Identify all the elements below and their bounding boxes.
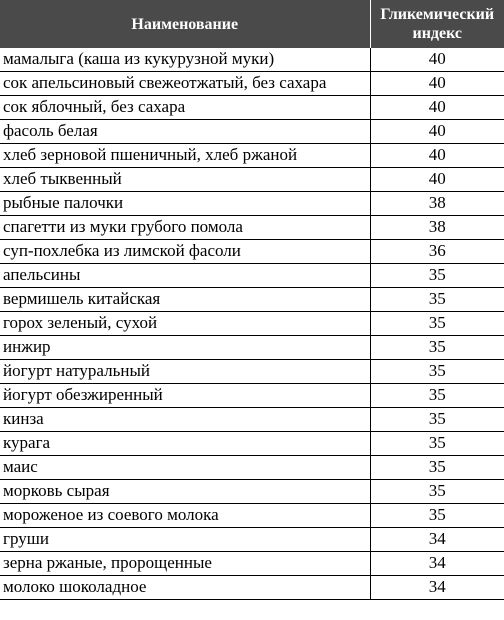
table-row	[0, 192, 504, 216]
table-row	[0, 384, 504, 408]
table-row	[0, 480, 504, 504]
product-name-cell: кинза	[0, 408, 370, 432]
glycemic-index-cell: 40	[370, 144, 504, 168]
table-row	[0, 336, 504, 360]
product-name-cell: сок яблочный, без сахара	[0, 96, 370, 120]
product-name-cell: хлеб зерновой пшеничный, хлеб ржаной	[0, 144, 370, 168]
glycemic-index-cell: 35	[370, 504, 504, 528]
product-name-cell: вермишель китайская	[0, 288, 370, 312]
product-name-cell: рыбные палочки	[0, 192, 370, 216]
glycemic-index-cell: 40	[370, 120, 504, 144]
table-row	[0, 120, 504, 144]
table-body	[0, 48, 504, 600]
product-name-cell: морковь сырая	[0, 480, 370, 504]
product-name-cell: мамалыга (каша из кукурузной муки)	[0, 48, 370, 72]
product-name-cell: мороженое из соевого молока	[0, 504, 370, 528]
glycemic-index-cell: 35	[370, 408, 504, 432]
product-name-cell: спагетти из муки грубого помола	[0, 216, 370, 240]
table-row	[0, 264, 504, 288]
glycemic-index-cell: 35	[370, 336, 504, 360]
product-name-cell: суп-похлебка из лимской фасоли	[0, 240, 370, 264]
glycemic-index-cell: 34	[370, 576, 504, 600]
table-row	[0, 360, 504, 384]
glycemic-index-cell: 34	[370, 528, 504, 552]
product-name-cell: фасоль белая	[0, 120, 370, 144]
product-name-cell: сок апельсиновый свежеотжатый, без сахара	[0, 72, 370, 96]
glycemic-index-cell: 35	[370, 432, 504, 456]
product-name-cell: хлеб тыквенный	[0, 168, 370, 192]
table-row	[0, 48, 504, 72]
table-row	[0, 288, 504, 312]
table-row	[0, 408, 504, 432]
glycemic-index-cell: 38	[370, 192, 504, 216]
table-row	[0, 96, 504, 120]
table-row	[0, 552, 504, 576]
glycemic-index-cell: 35	[370, 312, 504, 336]
product-name-cell: курага	[0, 432, 370, 456]
table-row	[0, 144, 504, 168]
product-name-cell: йогурт натуральный	[0, 360, 370, 384]
glycemic-index-cell: 35	[370, 360, 504, 384]
table-row	[0, 312, 504, 336]
product-name-cell: апельсины	[0, 264, 370, 288]
glycemic-index-cell: 40	[370, 72, 504, 96]
glycemic-index-cell: 35	[370, 288, 504, 312]
table-row	[0, 456, 504, 480]
product-name-cell: молоко шоколадное	[0, 576, 370, 600]
product-name-cell: горох зеленый, сухой	[0, 312, 370, 336]
table-header	[0, 0, 504, 48]
table-row	[0, 504, 504, 528]
column-header-name: Наименование	[0, 0, 370, 48]
table-row	[0, 576, 504, 600]
product-name-cell: маис	[0, 456, 370, 480]
column-header-glycemic-index: Гликемический индекс	[370, 0, 504, 48]
glycemic-index-cell: 34	[370, 552, 504, 576]
glycemic-index-cell: 40	[370, 96, 504, 120]
glycemic-index-cell: 35	[370, 456, 504, 480]
glycemic-index-cell: 35	[370, 480, 504, 504]
table-row	[0, 528, 504, 552]
glycemic-index-cell: 38	[370, 216, 504, 240]
glycemic-index-cell: 36	[370, 240, 504, 264]
header-row	[0, 0, 504, 48]
product-name-cell: инжир	[0, 336, 370, 360]
product-name-cell: йогурт обезжиренный	[0, 384, 370, 408]
glycemic-index-cell: 35	[370, 264, 504, 288]
product-name-cell: зерна ржаные, пророщенные	[0, 552, 370, 576]
table-row	[0, 216, 504, 240]
table-row	[0, 72, 504, 96]
glycemic-index-cell: 40	[370, 48, 504, 72]
glycemic-index-cell: 40	[370, 168, 504, 192]
table-row	[0, 432, 504, 456]
product-name-cell: груши	[0, 528, 370, 552]
table-row	[0, 240, 504, 264]
glycemic-index-cell: 35	[370, 384, 504, 408]
table-row	[0, 168, 504, 192]
